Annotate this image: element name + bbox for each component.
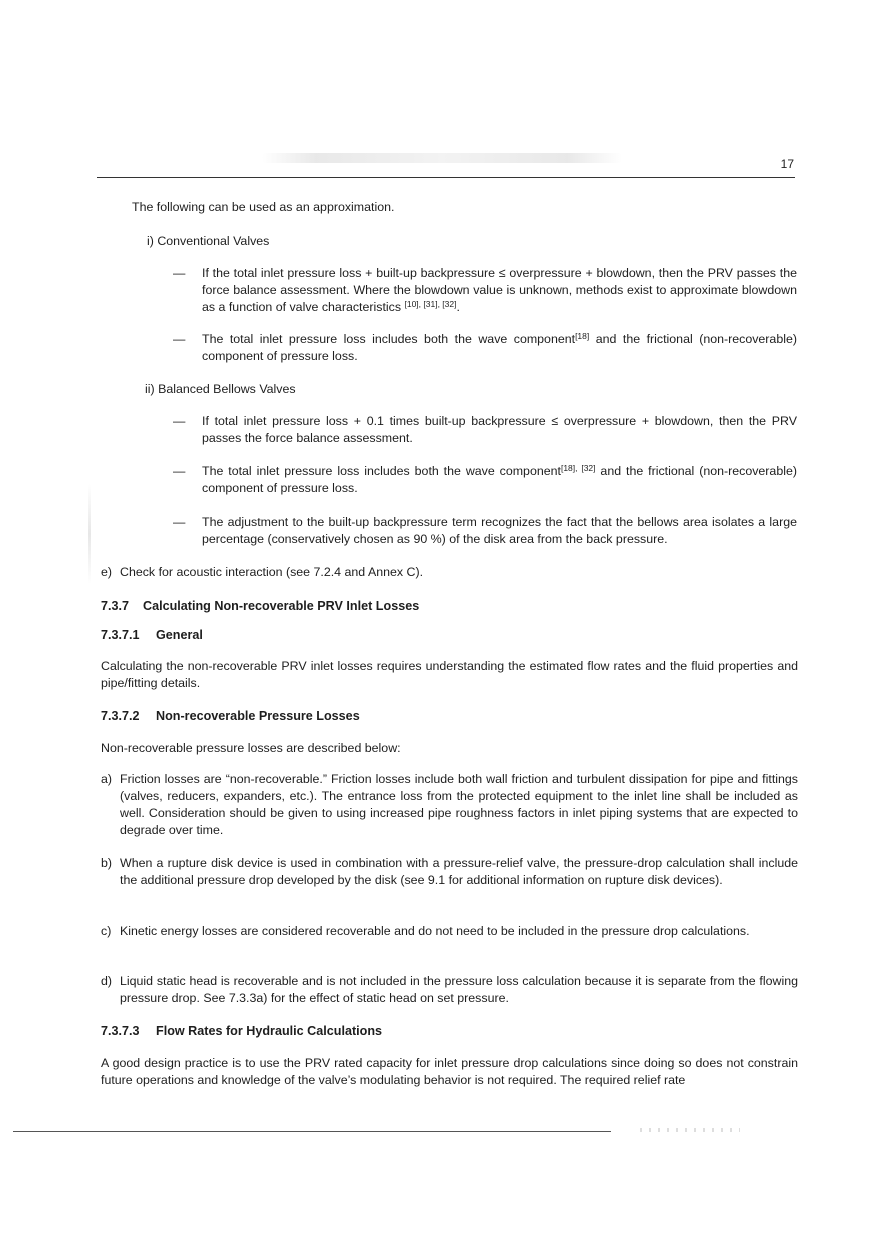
list-item-text: If total inlet pressure loss + 0.1 times built-up backpressure ≤ overpressure + blowdown, then the PRV passes the force balance assessment. xyxy=(202,414,797,445)
list-label: a) xyxy=(101,772,113,786)
list-item xyxy=(173,413,797,447)
reference-citation: [18] xyxy=(575,331,590,341)
scan-artifact xyxy=(88,484,91,584)
list-item xyxy=(101,923,798,940)
list-item-text: If the total inlet pressure loss + built-up backpressure ≤ overpressure + blowdown, then the PRV passes the force balance assessment. Where the blowdown value is unknown, methods exist to approximate blowdown as a function of valve characteristics [10], [31], [32]. xyxy=(202,266,797,314)
dash-bullet: — xyxy=(173,515,186,529)
dash-bullet: — xyxy=(173,464,186,478)
header-watermark xyxy=(262,153,622,163)
list-item-text: The adjustment to the built-up backpressure term recognizes the fact that the bellows area isolates a large percentage (conservatively chosen as 90 %) of the disk area from the back pressure. xyxy=(202,515,797,546)
section-heading-7-3-7-1: 7.3.7.1 General xyxy=(101,628,203,642)
reference-citation: [10], [31], [32] xyxy=(404,299,457,309)
page-number: 17 xyxy=(780,157,794,171)
list-label: d) xyxy=(101,974,113,988)
dash-bullet: — xyxy=(173,266,186,280)
step-e xyxy=(101,564,798,581)
list-item-text: Friction losses are “non-recoverable.” Friction losses include both wall friction and turbulent dissipation for pipe and fittings (valves, reducers, expanders, etc.). The entrance loss from the protected equipment to the inlet line shall be included as well. Consideration should be given to using increased pipe roughness factors in inlet piping systems that are expected to degrade over time. xyxy=(120,772,798,837)
list-item-text: When a rupture disk device is used in combination with a pressure-relief valve, the pressure-drop calculation shall include the additional pressure drop developed by the disk (see 9.1 for additional information on rupture disk devices). xyxy=(120,856,798,887)
paragraph-intro: Non-recoverable pressure losses are described below: xyxy=(101,741,401,755)
dash-bullet: — xyxy=(173,414,186,428)
conventional-valves-label: i) Conventional Valves xyxy=(147,234,270,248)
dash-bullet: — xyxy=(173,332,186,346)
list-item-text: The total inlet pressure loss includes both the wave component[18] and the frictional (non-recoverable) component of pressure loss. xyxy=(202,331,797,363)
list-item xyxy=(173,514,797,548)
list-label: c) xyxy=(101,924,112,938)
intro-text: The following can be used as an approximation. xyxy=(132,200,395,214)
header-rule xyxy=(97,177,795,178)
section-heading-7-3-7-3: 7.3.7.3 Flow Rates for Hydraulic Calculations xyxy=(101,1024,383,1038)
list-item-text: Liquid static head is recoverable and is not included in the pressure loss calculation because it is separate from the flowing pressure drop. See 7.3.3a) for the effect of static head on set pressure. xyxy=(120,974,798,1005)
footer-rule xyxy=(13,1131,611,1132)
reference-citation: [18], [32] xyxy=(560,463,596,473)
footer-scan-noise xyxy=(640,1128,740,1132)
section-heading-7-3-7-2: 7.3.7.2 Non-recoverable Pressure Losses xyxy=(101,709,360,723)
paragraph-general: Calculating the non-recoverable PRV inlet losses requires understanding the estimated flow rates and the fluid properties and pipe/fitting details. xyxy=(101,659,798,690)
list-item xyxy=(173,265,797,316)
list-item xyxy=(101,855,798,889)
section-heading-7-3-7: 7.3.7 Calculating Non-recoverable PRV Inlet Losses xyxy=(101,599,420,613)
list-item xyxy=(101,973,798,1007)
list-item-text: Kinetic energy losses are considered recoverable and do not need to be included in the pressure drop calculations. xyxy=(120,924,750,938)
list-label: e) xyxy=(101,565,113,579)
list-label: b) xyxy=(101,856,113,870)
list-item xyxy=(173,331,797,365)
balanced-bellows-label: ii) Balanced Bellows Valves xyxy=(145,382,296,396)
paragraph-flow-rates: A good design practice is to use the PRV rated capacity for inlet pressure drop calculations since doing so does not constrain future operations and knowledge of the valve’s modulating behavior is not required. The required relief rate xyxy=(101,1056,798,1087)
list-item-text: The total inlet pressure loss includes both the wave component[18], [32] and the frictional (non-recoverable) component of pressure loss. xyxy=(202,463,797,495)
list-item xyxy=(101,771,798,839)
list-item-text: Check for acoustic interaction (see 7.2.4 and Annex C). xyxy=(120,565,424,579)
list-item xyxy=(173,463,797,497)
